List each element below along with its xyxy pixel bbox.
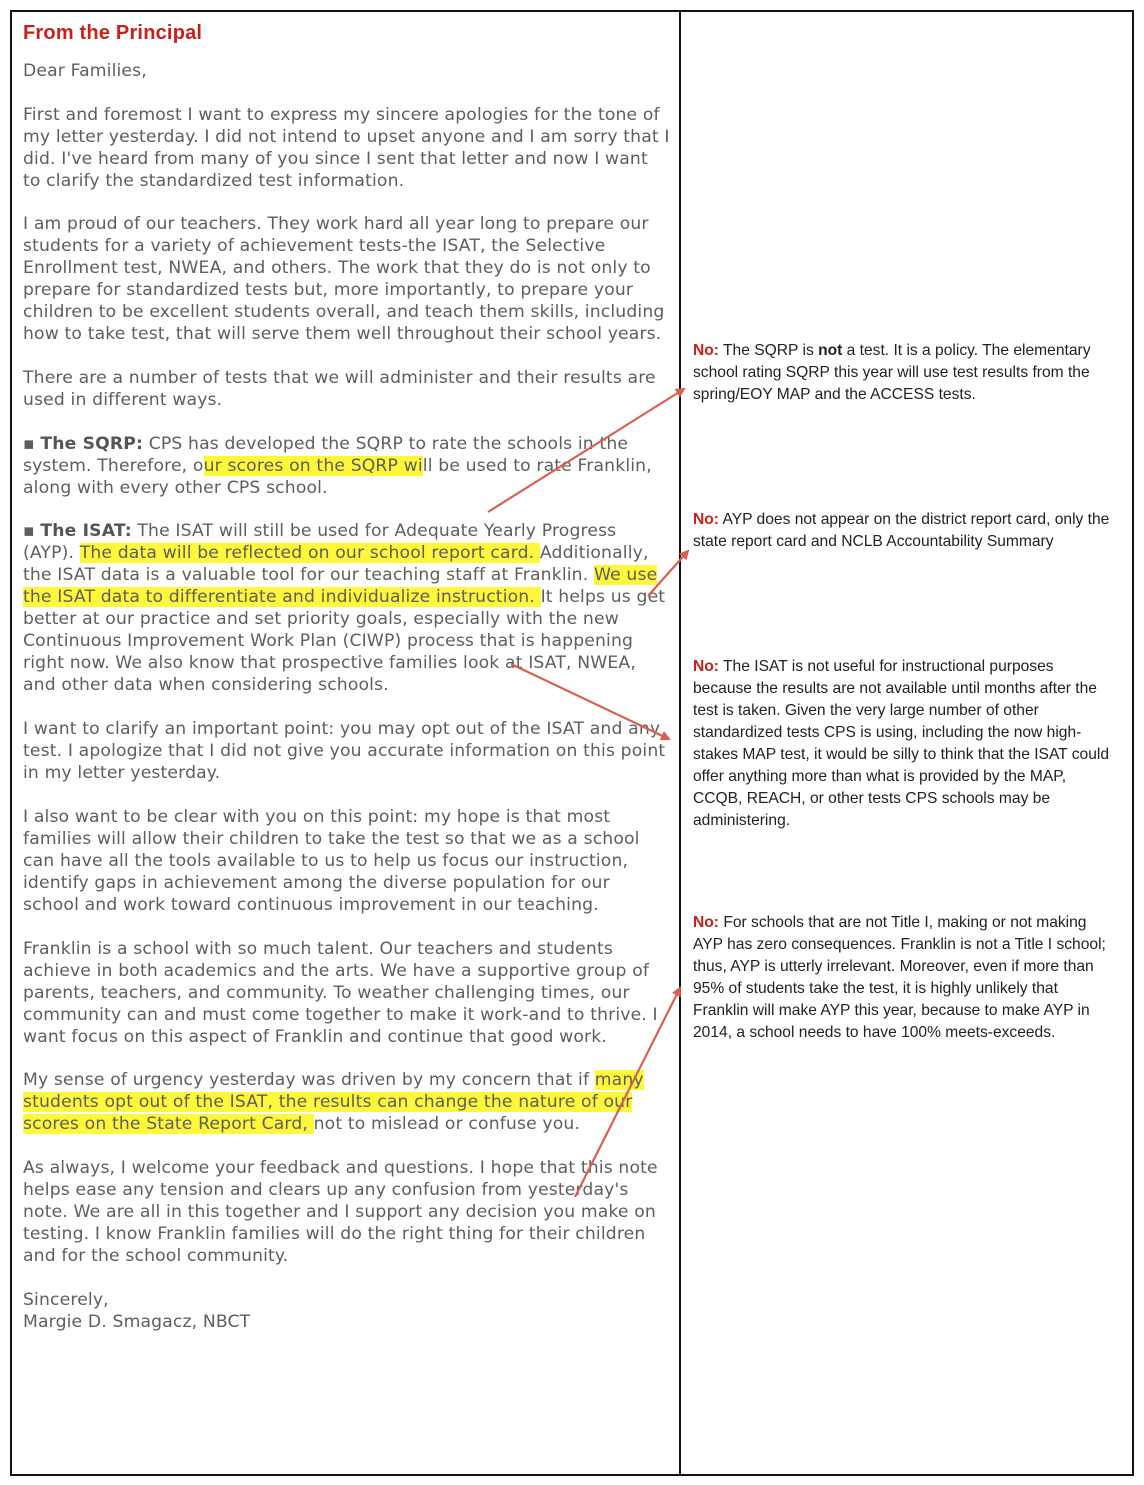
letter-paragraph-opt-out: I want to clarify an important point: you may opt out of the ISAT and any test. I apologize that I did not give you accurate information on this point in my letter yesterday. <box>23 719 666 784</box>
note-label: No: <box>693 914 719 931</box>
arrow-state-report-card <box>575 988 680 1197</box>
isat-text: The ISAT will still be used for Adequate Yearly Progress (AYP). <box>23 521 617 564</box>
letter-closing: Sincerely, <box>23 1289 109 1310</box>
isat-highlight-report-card: The data will be reflected on our school report card. <box>79 543 540 564</box>
isat-text-end: It helps us get better at our practice and set priority goals, especially with the new Continuous Improvement Work Plan (CIWP) process that is happening right now. We also know that prospective families look at ISAT, NWEA, and other data when considering schools. <box>23 587 666 696</box>
letter-paragraph-talent: Franklin is a school with so much talent. Our teachers and students achieve in both academics and the arts. We have a supportive group of parents, teachers, and community. To weather challenging times, our community can and must come together to make it work-and to thrive. I want focus on this aspect of Franklin and continue that good work. <box>23 938 658 1047</box>
letter-greeting: Dear Families, <box>23 61 147 81</box>
note-label: No: <box>693 658 719 675</box>
letter-paragraph-tests: There are a number of tests that we will administer and their results are used in different ways. <box>23 368 656 411</box>
letter-paragraph-teachers: I am proud of our teachers. They work hard all year long to prepare our students for a variety of achievement tests-the ISAT, the Selective Enrollment test, NWEA, and others. The work that they do is not only to prepare for standardized tests but, more importantly, to prepare your children to be excellent students overall, and teach them skills, including how to take test, that will serve them well throughout their school years. <box>23 214 665 345</box>
arrow-report-card <box>648 551 688 596</box>
arrow-instruction <box>511 664 669 739</box>
sqrp-label: The SQRP: <box>40 433 144 454</box>
sqrp-highlight: ur scores on the SQRP wi <box>203 455 423 476</box>
urgency-text-end: not to mislead or confuse you. <box>313 1114 581 1135</box>
urgency-highlight: many students opt out of the ISAT, the results can change the nature of our scores on the State Report Card, <box>23 1070 644 1135</box>
letter-paragraph-hope: I also want to be clear with you on this point: my hope is that most families will allow their children to take the test so that we as a school can have all the tools available to us to help us focus our instruction, identify gaps in achievement among the diverse population for our school and work toward continuous improvement in our teaching. <box>23 806 640 915</box>
note-label: No: <box>693 511 719 528</box>
bullet-marker: ▪ <box>23 433 41 454</box>
letter-signature: Margie D. Smagacz, NBCT <box>23 1311 251 1332</box>
arrow-sqrp <box>488 389 684 512</box>
note-text-end: a test. It is a policy. The elementary school rating SQRP this year will use test results from the spring/EOY MAP and the ACCESS tests. <box>693 342 1091 403</box>
letter-heading: From the Principal <box>23 22 203 44</box>
sqrp-text: CPS has developed the SQRP to rate the schools in the system. Therefore, o <box>23 433 629 476</box>
note-emphasis: not <box>818 342 843 359</box>
urgency-text: My sense of urgency yesterday was driven by my concern that if <box>23 1070 595 1091</box>
isat-text-middle: Additionally, the ISAT data is a valuable tool for our teaching staff at Franklin. <box>23 543 649 586</box>
letter-paragraph-closing: As always, I welcome your feedback and questions. I hope that this note helps ease any tension and clears up any confusion from yesterday's note. We are all in this together and I support any decision you make on testing. I know Franklin families will do the right thing for their children and for the school community. <box>23 1157 658 1266</box>
isat-label: The ISAT: <box>40 521 132 542</box>
note-label: No: <box>693 342 719 359</box>
bullet-marker: ▪ <box>23 521 41 542</box>
note-text: For schools that are not Title I, making or not making AYP has zero consequences. Franklin is not a Title I school; thus, AYP is utterly irrelevant. Moreover, even if more than 95% of students take the test, it is highly unlikely that Franklin will make AYP this year, because to make AYP in 2014, a school needs to have 100% meets-exceeds. <box>693 914 1106 1041</box>
note-text: The SQRP is <box>718 342 819 359</box>
note-text: AYP does not appear on the district report card, only the state report card and NCLB Accountability Summary <box>693 511 1110 550</box>
note-text: The ISAT is not useful for instructional purposes because the results are not available until months after the test is taken. Given the very large number of other standardized tests CPS is using, including the now high-stakes MAP test, it would be silly to think that the ISAT could offer anything more than what is provided by the MAP, CCQB, REACH, or other tests CPS schools may be administering. <box>693 658 1110 829</box>
letter-paragraph-apology: First and foremost I want to express my sincere apologies for the tone of my letter yesterday. I did not intend to upset anyone and I am sorry that I did. I've heard from many of you since I sent that letter and now I want to clarify the standardized test information. <box>23 104 670 191</box>
sqrp-text-end: ll be used to rate Franklin, along with every other CPS school. <box>23 455 652 498</box>
isat-highlight-instruction: We use the ISAT data to differentiate and individualize instruction. <box>23 565 658 608</box>
